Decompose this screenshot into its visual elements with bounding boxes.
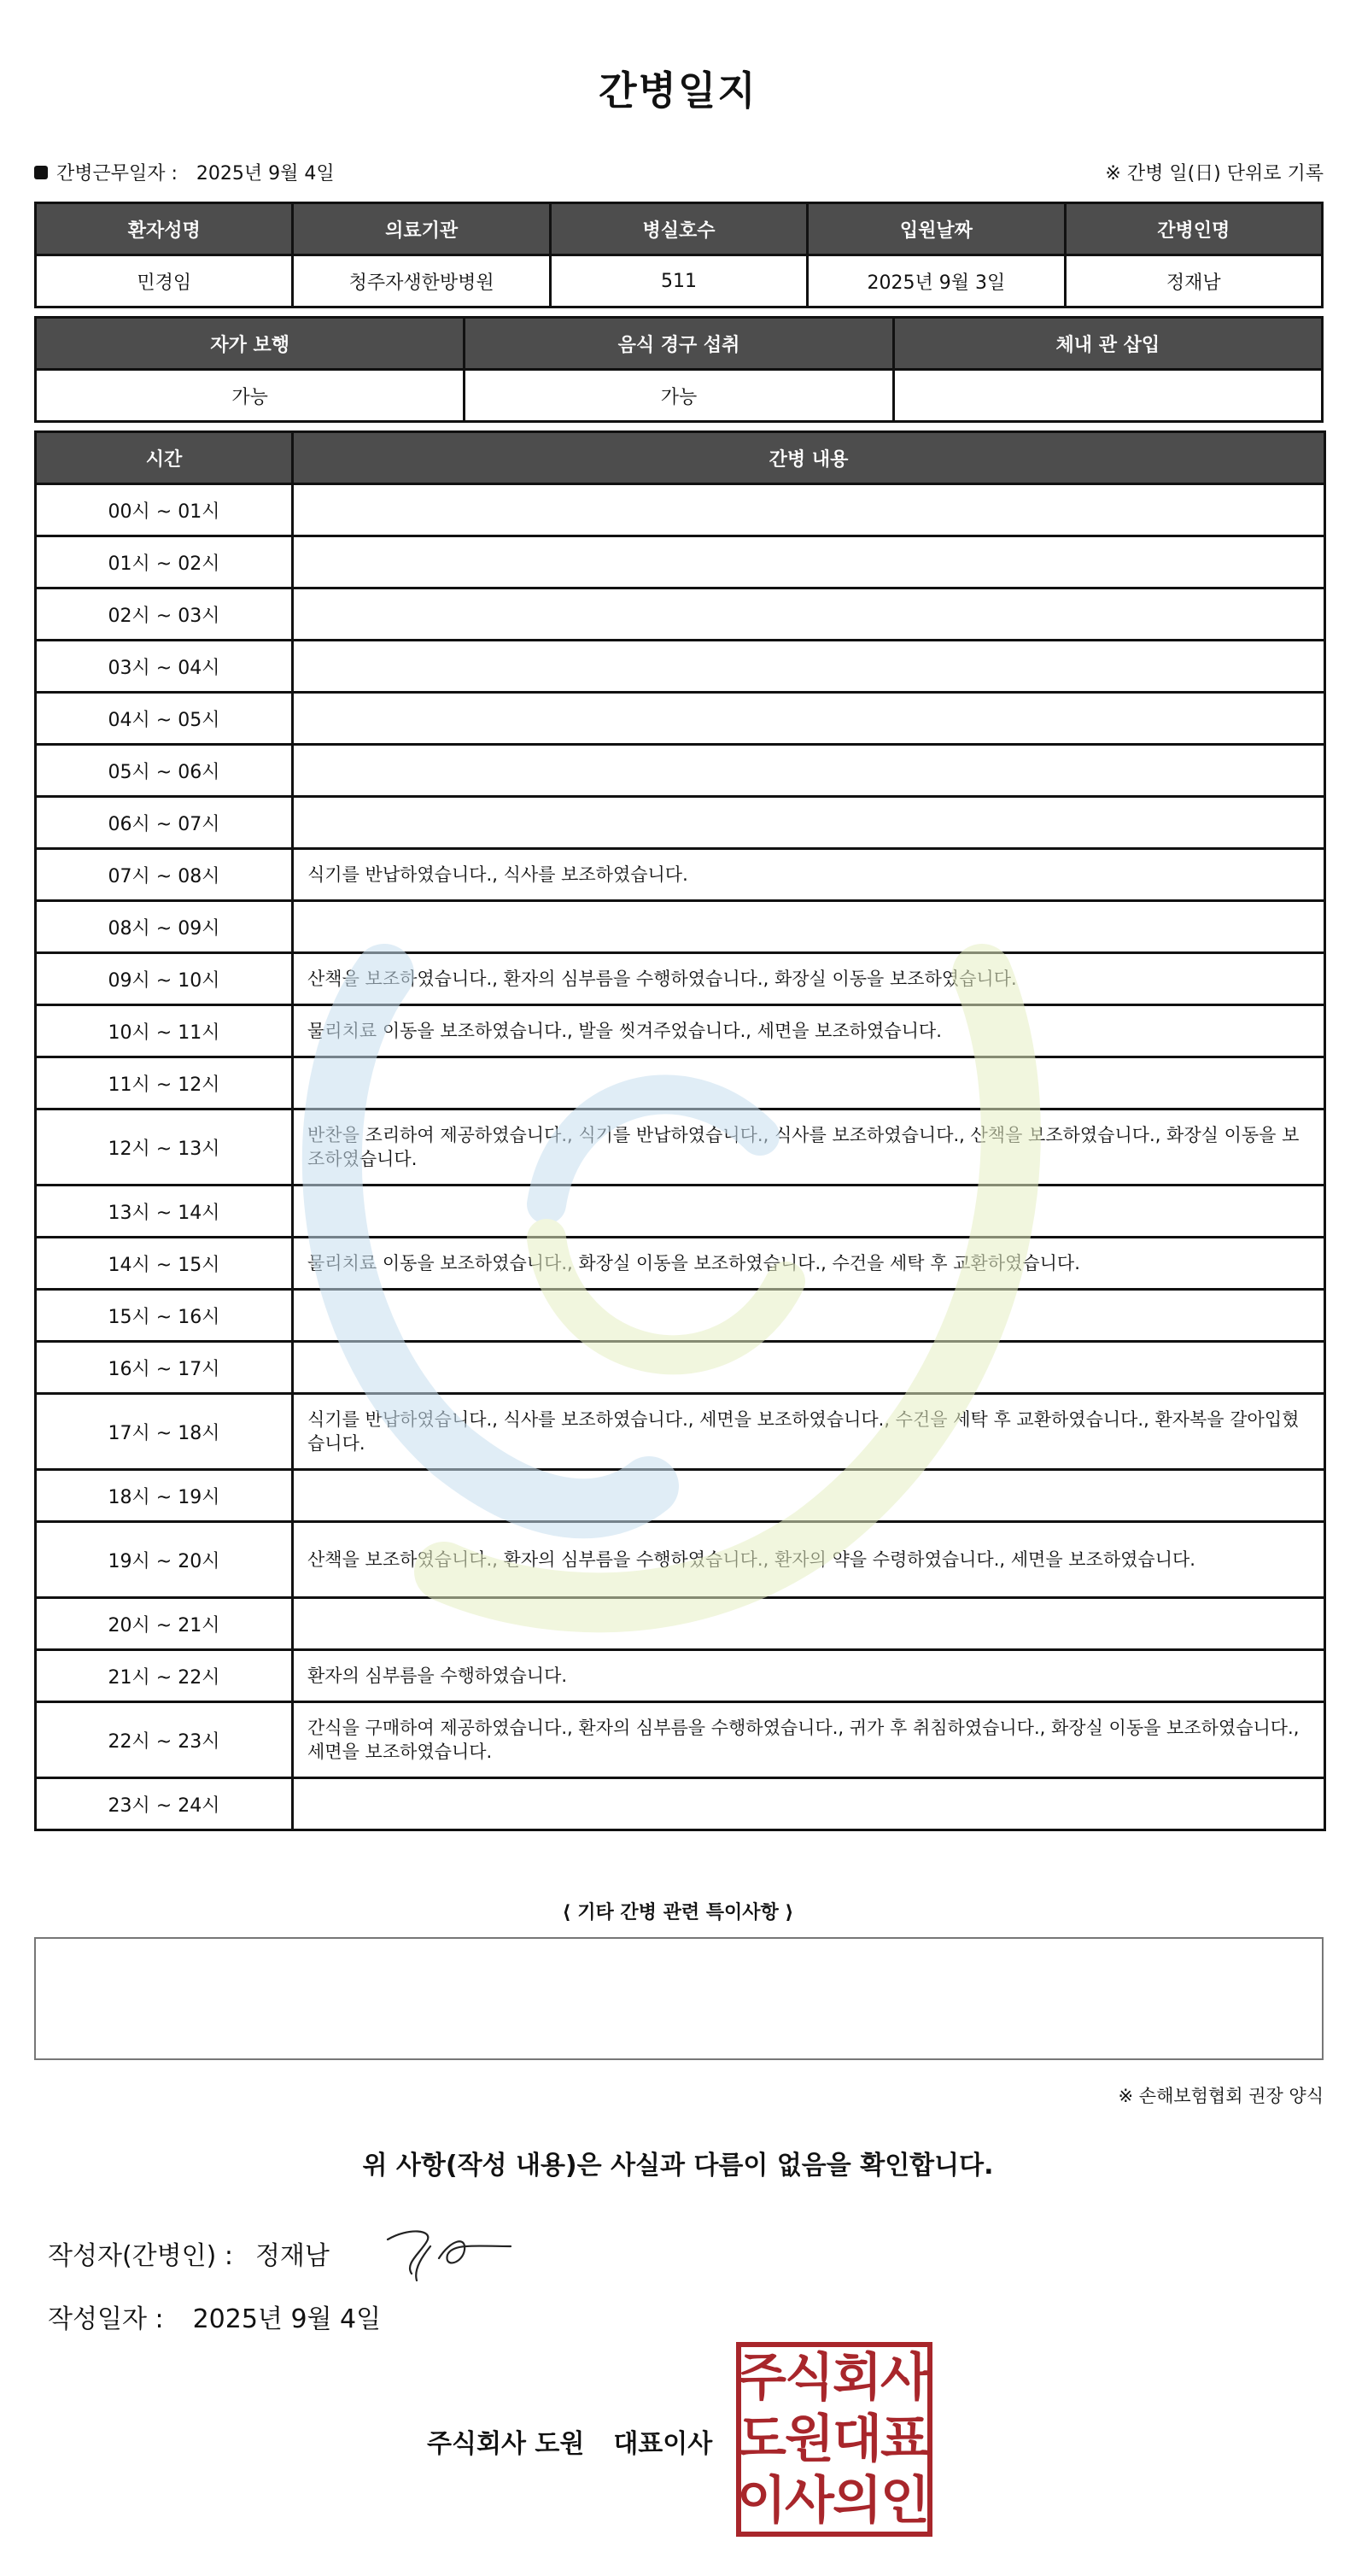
log-row [36, 1394, 1325, 1470]
log-time: 22시 ~ 23시 [36, 1702, 293, 1778]
log-time: 23시 ~ 24시 [36, 1778, 293, 1830]
log-time: 15시 ~ 16시 [36, 1290, 293, 1342]
signature-image [383, 2221, 519, 2289]
tube-insertion-header: 체내 관 삽입 [893, 318, 1322, 370]
log-row [36, 588, 1325, 641]
hospital-name: 청주자생한방병원 [293, 255, 550, 307]
remarks-box [34, 1937, 1324, 2060]
log-content [293, 1342, 1325, 1394]
log-row [36, 745, 1325, 797]
content-header: 간병 내용 [293, 432, 1325, 484]
seal-glyph: 주 [737, 2348, 786, 2408]
log-row [36, 1342, 1325, 1394]
written-date-value: 2025년 9월 4일 [192, 2304, 382, 2334]
log-time: 02시 ~ 03시 [36, 588, 293, 641]
remarks-title: ⟨ 기타 간병 관련 특이사항 ⟩ [562, 1902, 794, 1923]
log-time: 10시 ~ 11시 [36, 1005, 293, 1057]
patient-name-header: 환자성명 [36, 203, 293, 255]
log-row [36, 1238, 1325, 1290]
log-content [293, 1470, 1325, 1522]
log-row [36, 1005, 1325, 1057]
log-content: 환자의 심부름을 수행하였습니다. [293, 1650, 1325, 1702]
self-walking-value: 가능 [36, 370, 465, 422]
log-row [36, 693, 1325, 745]
written-date-line [48, 2298, 381, 2335]
seal-glyph: 식 [785, 2348, 834, 2408]
log-content [293, 797, 1325, 849]
log-content [293, 1778, 1325, 1830]
patient-info-table [34, 202, 1324, 308]
header-info [34, 159, 1324, 188]
patient-name: 민경임 [36, 255, 293, 307]
log-content: 간식을 구매하여 제공하였습니다., 환자의 심부름을 수행하였습니다., 귀가 후 취침하였습니다., 화장실 이동을 보조하였습니다., 세면을 보조하였습니다. [293, 1702, 1325, 1778]
oral-intake-value: 가능 [465, 370, 893, 422]
writer-name: 정재남 [254, 2241, 330, 2271]
time-header: 시간 [36, 432, 293, 484]
log-content: 산책을 보조하였습니다., 환자의 심부름을 수행하였습니다., 화장실 이동을 보조하였습니다. [293, 953, 1325, 1005]
log-time: 19시 ~ 20시 [36, 1522, 293, 1598]
log-content [293, 1290, 1325, 1342]
hospital-header: 의료기관 [293, 203, 550, 255]
seal-glyph: 회 [833, 2348, 882, 2408]
log-row [36, 953, 1325, 1005]
log-content [293, 1598, 1325, 1650]
log-row [36, 1702, 1325, 1778]
page-title: 간병일지 [599, 67, 757, 114]
log-row [36, 1290, 1325, 1342]
log-row [36, 1778, 1325, 1830]
patient-status-table [34, 316, 1324, 423]
log-time: 18시 ~ 19시 [36, 1470, 293, 1522]
form-source-note: ※ 손해보험협회 권장 양식 [1118, 2086, 1324, 2106]
seal-glyph: 도 [737, 2409, 786, 2469]
log-row [36, 849, 1325, 901]
seal-glyph: 표 [880, 2409, 930, 2469]
log-time: 06시 ~ 07시 [36, 797, 293, 849]
log-body [36, 484, 1325, 1830]
log-content [293, 484, 1325, 536]
log-content [293, 693, 1325, 745]
log-time: 03시 ~ 04시 [36, 641, 293, 693]
log-content: 반찬을 조리하여 제공하였습니다., 식기를 반납하였습니다., 식사를 보조하였습니다., 산책을 보조하였습니다., 화장실 이동을 보조하였습니다. [293, 1109, 1325, 1186]
seal-glyph: 사 [785, 2471, 834, 2531]
company-name: 주식회사 도원 [427, 2429, 585, 2459]
log-time: 20시 ~ 21시 [36, 1598, 293, 1650]
status-value-row [36, 370, 1323, 422]
log-time: 09시 ~ 10시 [36, 953, 293, 1005]
square-bullet-icon [34, 166, 48, 179]
admission-date-header: 입원날짜 [808, 203, 1065, 255]
log-time: 13시 ~ 14시 [36, 1186, 293, 1238]
log-time: 08시 ~ 09시 [36, 901, 293, 953]
log-time: 17시 ~ 18시 [36, 1394, 293, 1470]
log-content [293, 1057, 1325, 1109]
writer-label: 작성자(간병인) : [48, 2241, 233, 2271]
seal-glyph: 인 [880, 2471, 930, 2531]
log-content: 물리치료 이동을 보조하였습니다., 발을 씻겨주었습니다., 세면을 보조하였습니다. [293, 1005, 1325, 1057]
oral-intake-header: 음식 경구 섭취 [465, 318, 893, 370]
room-number: 511 [550, 255, 807, 307]
log-content [293, 745, 1325, 797]
log-content [293, 588, 1325, 641]
work-date-group [34, 159, 335, 185]
log-time: 12시 ~ 13시 [36, 1109, 293, 1186]
caregiver-header: 간병인명 [1065, 203, 1322, 255]
log-content: 물리치료 이동을 보조하였습니다., 화장실 이동을 보조하였습니다., 수건을 세탁 후 교환하였습니다. [293, 1238, 1325, 1290]
log-row [36, 1057, 1325, 1109]
seal-glyph: 이 [737, 2471, 786, 2531]
seal-glyph: 사 [880, 2348, 930, 2408]
log-time: 14시 ~ 15시 [36, 1238, 293, 1290]
log-content [293, 641, 1325, 693]
writer-line [48, 2234, 330, 2272]
unit-note: ※ 간병 일(日) 단위로 기록 [1105, 163, 1324, 184]
log-row [36, 641, 1325, 693]
log-time: 04시 ~ 05시 [36, 693, 293, 745]
caregiver-name: 정재남 [1065, 255, 1322, 307]
log-time: 07시 ~ 08시 [36, 849, 293, 901]
seal-glyph: 의 [833, 2471, 882, 2531]
log-row [36, 1186, 1325, 1238]
company-title: 대표이사 [613, 2429, 713, 2459]
patient-header-row [36, 203, 1323, 255]
log-row [36, 536, 1325, 588]
log-time: 21시 ~ 22시 [36, 1650, 293, 1702]
log-content: 산책을 보조하였습니다., 환자의 심부름을 수행하였습니다., 환자의 약을 수령하였습니다., 세면을 보조하였습니다. [293, 1522, 1325, 1598]
tube-insertion-value [893, 370, 1322, 422]
written-date-label: 작성일자 : [48, 2304, 164, 2334]
company-line [427, 2422, 712, 2460]
log-content: 식기를 반납하였습니다., 식사를 보조하였습니다., 세면을 보조하였습니다., 수건을 세탁 후 교환하였습니다., 환자복을 갈아입혔습니다. [293, 1394, 1325, 1470]
seal-glyph: 원 [785, 2409, 834, 2469]
log-row [36, 797, 1325, 849]
log-time: 05시 ~ 06시 [36, 745, 293, 797]
log-content [293, 1186, 1325, 1238]
work-date-label: 간병근무일자 : [56, 163, 178, 184]
work-date-value: 2025년 9월 4일 [196, 163, 335, 184]
company-seal-stamp [736, 2342, 932, 2537]
log-row [36, 1650, 1325, 1702]
log-time: 16시 ~ 17시 [36, 1342, 293, 1394]
patient-value-row [36, 255, 1323, 307]
log-row [36, 1598, 1325, 1650]
log-time: 01시 ~ 02시 [36, 536, 293, 588]
room-header: 병실호수 [550, 203, 807, 255]
self-walking-header: 자가 보행 [36, 318, 465, 370]
care-log-table [34, 430, 1326, 1831]
log-row [36, 1522, 1325, 1598]
log-content [293, 536, 1325, 588]
log-row [36, 901, 1325, 953]
log-row [36, 1109, 1325, 1186]
seal-glyphs [737, 2348, 931, 2531]
log-content: 식기를 반납하였습니다., 식사를 보조하였습니다. [293, 849, 1325, 901]
status-header-row [36, 318, 1323, 370]
log-time: 11시 ~ 12시 [36, 1057, 293, 1109]
seal-glyph: 대 [833, 2409, 882, 2469]
log-time: 00시 ~ 01시 [36, 484, 293, 536]
confirmation-statement: 위 사항(작성 내용)은 사실과 다름이 없음을 확인합니다. [362, 2151, 994, 2181]
log-row [36, 1470, 1325, 1522]
log-header-row [36, 432, 1325, 484]
admission-date: 2025년 9월 3일 [808, 255, 1065, 307]
log-row [36, 484, 1325, 536]
log-content [293, 901, 1325, 953]
